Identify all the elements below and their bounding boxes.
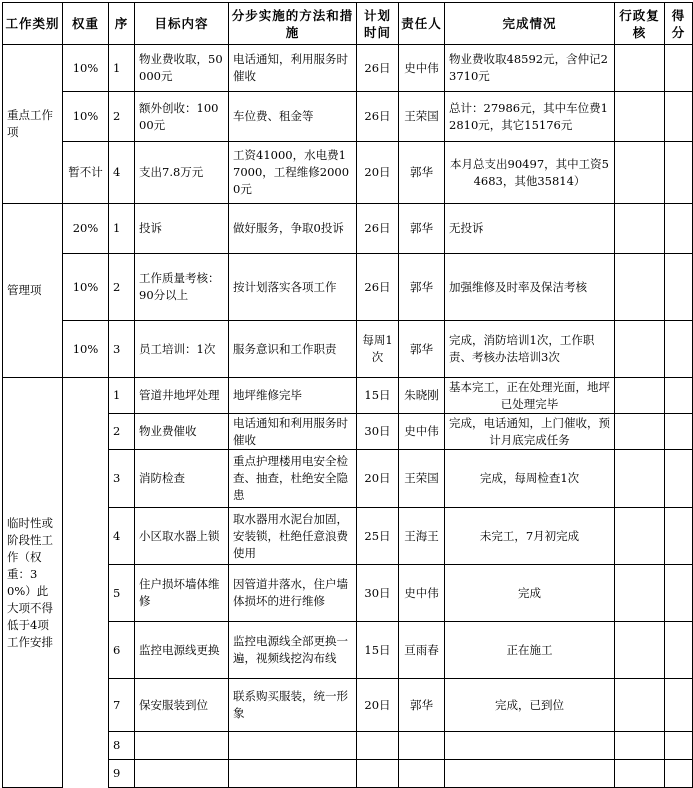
status-cell bbox=[445, 760, 615, 788]
table-row bbox=[3, 204, 693, 254]
header-goal: 目标内容 bbox=[135, 3, 229, 45]
weight-cell: 20% bbox=[63, 204, 109, 254]
plan-time-cell: 26日 bbox=[357, 204, 399, 254]
table-row bbox=[3, 45, 693, 92]
status-cell: 本月总支出90497，其中工资54683，其他35814） bbox=[445, 142, 615, 204]
goal-cell: 额外创收：10000元 bbox=[135, 92, 229, 142]
goal-cell: 物业费收取，50000元 bbox=[135, 45, 229, 92]
status-cell: 未完工，7月初完成 bbox=[445, 508, 615, 565]
seq-cell: 5 bbox=[109, 565, 135, 622]
owner-cell: 史中伟 bbox=[399, 414, 445, 450]
header-plan-time: 计划时间 bbox=[357, 3, 399, 45]
score-cell bbox=[665, 565, 693, 622]
plan-time-cell: 30日 bbox=[357, 565, 399, 622]
goal-cell: 投诉 bbox=[135, 204, 229, 254]
method-cell: 重点护理楼用电安全检查、抽查，杜绝安全隐患 bbox=[229, 450, 357, 508]
method-cell: 工资41000，水电费17000，工程维修20000元 bbox=[229, 142, 357, 204]
status-cell: 完成，消防培训1次，工作职责、考核办法培训3次 bbox=[445, 321, 615, 378]
goal-cell: 管道井地坪处理 bbox=[135, 378, 229, 414]
score-cell bbox=[665, 450, 693, 508]
status-cell bbox=[445, 732, 615, 760]
plan-time-cell: 26日 bbox=[357, 45, 399, 92]
seq-cell: 1 bbox=[109, 204, 135, 254]
owner-cell: 郭华 bbox=[399, 204, 445, 254]
owner-cell: 王荣国 bbox=[399, 92, 445, 142]
owner-cell: 亘雨春 bbox=[399, 622, 445, 679]
method-cell: 做好服务，争取0投诉 bbox=[229, 204, 357, 254]
admin-review-cell bbox=[615, 565, 665, 622]
method-cell: 按计划落实各项工作 bbox=[229, 254, 357, 321]
admin-review-cell bbox=[615, 508, 665, 565]
weight-cell: 10% bbox=[63, 321, 109, 378]
score-cell bbox=[665, 45, 693, 92]
weight-cell: 10% bbox=[63, 254, 109, 321]
admin-review-cell bbox=[615, 92, 665, 142]
owner-cell bbox=[399, 732, 445, 760]
method-cell: 监控电源线全部更换一遍，视频线挖沟布线 bbox=[229, 622, 357, 679]
seq-cell: 2 bbox=[109, 414, 135, 450]
goal-cell: 支出7.8万元 bbox=[135, 142, 229, 204]
plan-time-cell: 20日 bbox=[357, 142, 399, 204]
header-score: 得分 bbox=[665, 3, 693, 45]
header-seq: 序 bbox=[109, 3, 135, 45]
seq-cell: 1 bbox=[109, 45, 135, 92]
score-cell bbox=[665, 254, 693, 321]
weight-cell: 10% bbox=[63, 45, 109, 92]
method-cell: 电话通知和利用服务时催收 bbox=[229, 414, 357, 450]
category-cell: 管理项 bbox=[3, 204, 63, 378]
goal-cell: 保安服装到位 bbox=[135, 679, 229, 732]
score-cell bbox=[665, 321, 693, 378]
header-admin-review: 行政复核 bbox=[615, 3, 665, 45]
seq-cell: 1 bbox=[109, 378, 135, 414]
status-cell: 完成，每周检查1次 bbox=[445, 450, 615, 508]
header-method: 分步实施的方法和措施 bbox=[229, 3, 357, 45]
plan-time-cell: 25日 bbox=[357, 508, 399, 565]
method-cell: 取水器用水泥台加固，安装锁，杜绝任意浪费使用 bbox=[229, 508, 357, 565]
seq-cell: 3 bbox=[109, 450, 135, 508]
seq-cell: 6 bbox=[109, 622, 135, 679]
header-weight: 权重 bbox=[63, 3, 109, 45]
plan-time-cell: 26日 bbox=[357, 92, 399, 142]
score-cell bbox=[665, 622, 693, 679]
category-cell: 重点工作项 bbox=[3, 45, 63, 204]
status-cell: 无投诉 bbox=[445, 204, 615, 254]
method-cell: 电话通知，利用服务时催收 bbox=[229, 45, 357, 92]
owner-cell: 史中伟 bbox=[399, 565, 445, 622]
work-plan-table bbox=[2, 2, 693, 788]
plan-time-cell: 15日 bbox=[357, 622, 399, 679]
score-cell bbox=[665, 92, 693, 142]
seq-cell: 4 bbox=[109, 508, 135, 565]
score-cell bbox=[665, 204, 693, 254]
header-owner: 责任人 bbox=[399, 3, 445, 45]
plan-time-cell: 20日 bbox=[357, 679, 399, 732]
owner-cell: 郭华 bbox=[399, 142, 445, 204]
goal-cell bbox=[135, 760, 229, 788]
goal-cell: 住户损坏墙体维修 bbox=[135, 565, 229, 622]
admin-review-cell bbox=[615, 414, 665, 450]
admin-review-cell bbox=[615, 254, 665, 321]
method-cell: 因管道井落水，住户墙体损坏的进行维修 bbox=[229, 565, 357, 622]
admin-review-cell bbox=[615, 378, 665, 414]
score-cell bbox=[665, 142, 693, 204]
admin-review-cell bbox=[615, 321, 665, 378]
table-row bbox=[3, 378, 693, 414]
plan-time-cell: 15日 bbox=[357, 378, 399, 414]
plan-time-cell: 每周1次 bbox=[357, 321, 399, 378]
header-category: 工作类别 bbox=[3, 3, 63, 45]
plan-time-cell: 26日 bbox=[357, 254, 399, 321]
owner-cell: 郭华 bbox=[399, 321, 445, 378]
admin-review-cell bbox=[615, 760, 665, 788]
status-cell: 总计：27986元，其中车位费12810元，其它15176元 bbox=[445, 92, 615, 142]
goal-cell: 物业费催收 bbox=[135, 414, 229, 450]
seq-cell: 8 bbox=[109, 732, 135, 760]
admin-review-cell bbox=[615, 732, 665, 760]
admin-review-cell bbox=[615, 142, 665, 204]
method-cell: 联系购买服装，统一形象 bbox=[229, 679, 357, 732]
weight-cell: 暂不计 bbox=[63, 142, 109, 204]
seq-cell: 9 bbox=[109, 760, 135, 788]
header-row bbox=[3, 3, 693, 45]
goal-cell: 工作质量考核：90分以上 bbox=[135, 254, 229, 321]
table-row bbox=[3, 254, 693, 321]
plan-time-cell bbox=[357, 760, 399, 788]
plan-time-cell bbox=[357, 732, 399, 760]
owner-cell bbox=[399, 760, 445, 788]
seq-cell: 2 bbox=[109, 92, 135, 142]
weight-cell bbox=[63, 378, 109, 788]
admin-review-cell bbox=[615, 622, 665, 679]
owner-cell: 史中伟 bbox=[399, 45, 445, 92]
score-cell bbox=[665, 414, 693, 450]
admin-review-cell bbox=[615, 204, 665, 254]
goal-cell: 监控电源线更换 bbox=[135, 622, 229, 679]
score-cell bbox=[665, 732, 693, 760]
admin-review-cell bbox=[615, 679, 665, 732]
seq-cell: 2 bbox=[109, 254, 135, 321]
plan-time-cell: 20日 bbox=[357, 450, 399, 508]
score-cell bbox=[665, 679, 693, 732]
goal-cell: 消防检查 bbox=[135, 450, 229, 508]
owner-cell: 王海王 bbox=[399, 508, 445, 565]
table-row bbox=[3, 321, 693, 378]
owner-cell: 王荣国 bbox=[399, 450, 445, 508]
seq-cell: 3 bbox=[109, 321, 135, 378]
goal-cell bbox=[135, 732, 229, 760]
score-cell bbox=[665, 378, 693, 414]
status-cell: 完成，已到位 bbox=[445, 679, 615, 732]
admin-review-cell bbox=[615, 45, 665, 92]
owner-cell: 郭华 bbox=[399, 679, 445, 732]
method-cell bbox=[229, 732, 357, 760]
table-row bbox=[3, 92, 693, 142]
seq-cell: 7 bbox=[109, 679, 135, 732]
weight-cell: 10% bbox=[63, 92, 109, 142]
header-status: 完成情况 bbox=[445, 3, 615, 45]
method-cell bbox=[229, 760, 357, 788]
score-cell bbox=[665, 760, 693, 788]
method-cell: 车位费、租金等 bbox=[229, 92, 357, 142]
status-cell: 完成，电话通知，上门催收，预计月底完成任务 bbox=[445, 414, 615, 450]
admin-review-cell bbox=[615, 450, 665, 508]
score-cell bbox=[665, 508, 693, 565]
status-cell: 完成 bbox=[445, 565, 615, 622]
plan-time-cell: 30日 bbox=[357, 414, 399, 450]
owner-cell: 朱晓刚 bbox=[399, 378, 445, 414]
goal-cell: 小区取水器上锁 bbox=[135, 508, 229, 565]
seq-cell: 4 bbox=[109, 142, 135, 204]
table-row bbox=[3, 142, 693, 204]
status-cell: 物业费收取48592元，含仲记23710元 bbox=[445, 45, 615, 92]
method-cell: 地坪维修完毕 bbox=[229, 378, 357, 414]
status-cell: 基本完工，正在处理光面，地坪已处理完毕 bbox=[445, 378, 615, 414]
status-cell: 加强维修及时率及保洁考核 bbox=[445, 254, 615, 321]
owner-cell: 郭华 bbox=[399, 254, 445, 321]
status-cell: 正在施工 bbox=[445, 622, 615, 679]
category-cell: 临时性或阶段性工作（权重：30%）此大项不得低于4项工作安排 bbox=[3, 378, 63, 788]
method-cell: 服务意识和工作职责 bbox=[229, 321, 357, 378]
goal-cell: 员工培训：1次 bbox=[135, 321, 229, 378]
